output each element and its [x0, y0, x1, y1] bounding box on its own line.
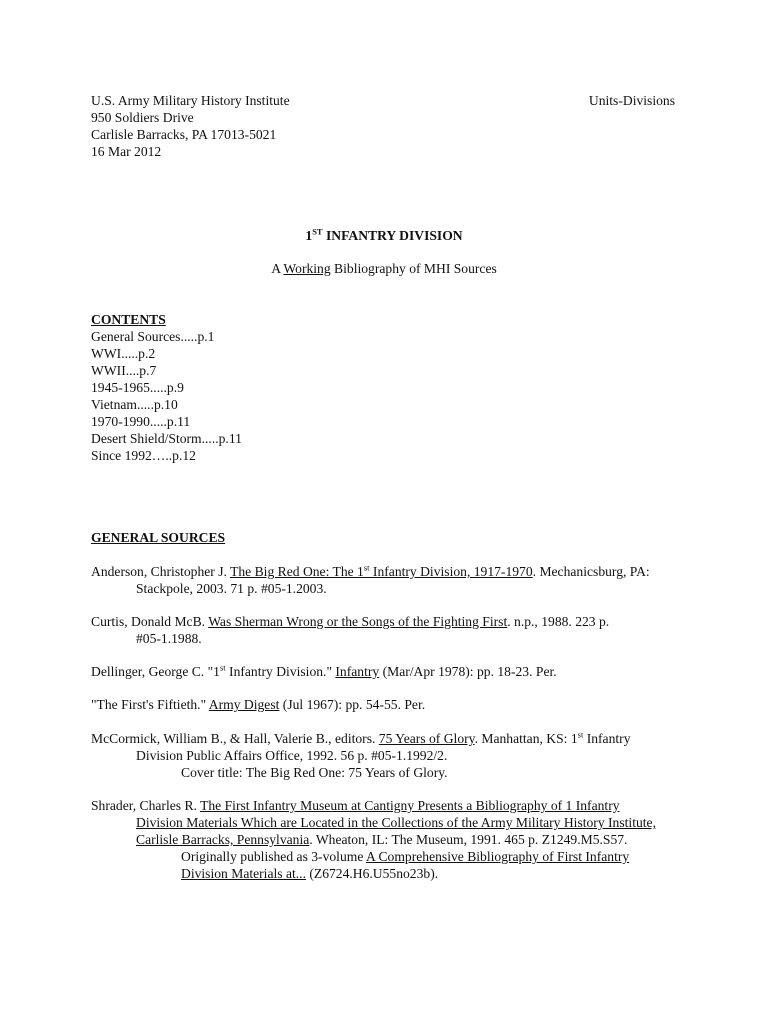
entry-author: Anderson, Christopher J. [91, 564, 231, 579]
document-date: 16 Mar 2012 [91, 144, 162, 159]
entry-title: Carlisle Barracks, Pennsylvania [136, 832, 310, 847]
contents-item: Desert Shield/Storm.....p.11 [91, 431, 242, 446]
title-ordinal: 1 [305, 228, 313, 243]
entry-title: Division Materials Which are Located in the Collections of the Army Military History Institute, [136, 815, 656, 830]
document-category: Units-Divisions [588, 93, 675, 108]
contents-item: Since 1992…..p.12 [91, 448, 196, 463]
address-line: Carlisle Barracks, PA 17013-5021 [91, 127, 277, 142]
entry-journal: Army Digest [208, 697, 280, 712]
contents-item: Vietnam.....p.10 [91, 397, 178, 412]
subtitle-emphasis: Working [283, 261, 331, 276]
entry-title-sup: st [577, 729, 584, 740]
entry-line [91, 696, 691, 713]
entry-publisher: . Manhattan, KS: 1 [474, 731, 578, 746]
entry-line [91, 663, 691, 680]
entry-article-title: "The First's Fiftieth." [91, 697, 209, 712]
entry-author: Curtis, Donald McB. [91, 614, 209, 629]
entry-note [91, 865, 691, 882]
entry-title: Was Sherman Wrong or the Songs of the Fighting First [208, 614, 508, 629]
entry-title-part: Infantry Division, 1917-1970 [369, 564, 533, 579]
entry-line [91, 563, 691, 580]
entry-journal: Infantry [335, 664, 380, 679]
entry-author: Dellinger, George C. "1 [91, 664, 220, 679]
entry-author: Shrader, Charles R. [91, 798, 201, 813]
entry-publisher: . Mechanicsburg, PA: [532, 564, 650, 579]
entry-line: #05-1.1988. [136, 631, 202, 646]
entry-note [91, 848, 691, 865]
entry-publisher: . n.p., 1988. 223 p. [507, 614, 610, 629]
bibliography-entry-curtis [91, 613, 691, 647]
entry-title-sup: st [219, 662, 226, 673]
entry-line [91, 730, 691, 747]
contents-heading: CONTENTS [91, 312, 166, 327]
entry-title: 75 Years of Glory [378, 731, 475, 746]
entry-note-title: A Comprehensive Bibliography of First Infantry [366, 849, 630, 864]
bibliography-entry-shrader [91, 797, 691, 882]
entry-title-sup: st [363, 562, 370, 573]
title-text: INFANTRY DIVISION [322, 228, 463, 243]
institute-address [91, 92, 290, 160]
entry-line [91, 797, 691, 814]
entry-note-title: Division Materials at... [181, 866, 306, 881]
bibliography-entry-dellinger [91, 663, 691, 680]
entry-line [91, 613, 691, 630]
entry-citation: (Jul 1967): pp. 54-55. Per. [279, 697, 426, 712]
subtitle-before: A [271, 261, 284, 276]
contents-item: WWII....p.7 [91, 363, 157, 378]
entry-citation: (Mar/Apr 1978): pp. 18-23. Per. [379, 664, 557, 679]
entry-author: McCormick, William B., & Hall, Valerie B., editors. [91, 731, 379, 746]
document-subtitle [0, 260, 768, 277]
entry-article-title: Infantry Division." [225, 664, 336, 679]
address-line: U.S. Army Military History Institute [91, 93, 290, 108]
bibliography-entry-mccormick [91, 730, 691, 781]
contents-section [91, 311, 242, 464]
subtitle-after: Bibliography of MHI Sources [330, 261, 497, 276]
address-line: 950 Soldiers Drive [91, 110, 194, 125]
document-title [0, 227, 768, 244]
contents-item: WWI.....p.2 [91, 346, 156, 361]
entry-line [91, 831, 691, 848]
contents-item: 1970-1990.....p.11 [91, 414, 191, 429]
title-ordinal-suffix: ST [312, 226, 323, 237]
bibliography-entry-anderson [91, 563, 691, 597]
entry-title-part: The Big Red One: The 1 [230, 564, 364, 579]
entry-note-text: Originally published as 3-volume [181, 849, 367, 864]
entry-line [91, 814, 691, 831]
entry-title [230, 564, 533, 579]
bibliography-entry-fiftieth [91, 696, 691, 713]
entry-title: The First Infantry Museum at Cantigny Presents a Bibliography of 1 Infantry [200, 798, 620, 813]
entry-note: Cover title: The Big Red One: 75 Years of Glory. [181, 765, 448, 780]
entry-note-text: (Z6724.H6.U55no23b). [305, 866, 439, 881]
entry-line: Division Public Affairs Office, 1992. 56 p. #05-1.1992/2. [136, 748, 448, 763]
contents-item: 1945-1965.....p.9 [91, 380, 184, 395]
entry-publisher: Infantry [583, 731, 631, 746]
entry-publisher: . Wheaton, IL: The Museum, 1991. 465 p. Z1249.M5.S57. [309, 832, 628, 847]
contents-item: General Sources.....p.1 [91, 329, 215, 344]
entry-line: Stackpole, 2003. 71 p. #05-1.2003. [136, 581, 327, 596]
general-sources-heading: GENERAL SOURCES [91, 530, 226, 545]
